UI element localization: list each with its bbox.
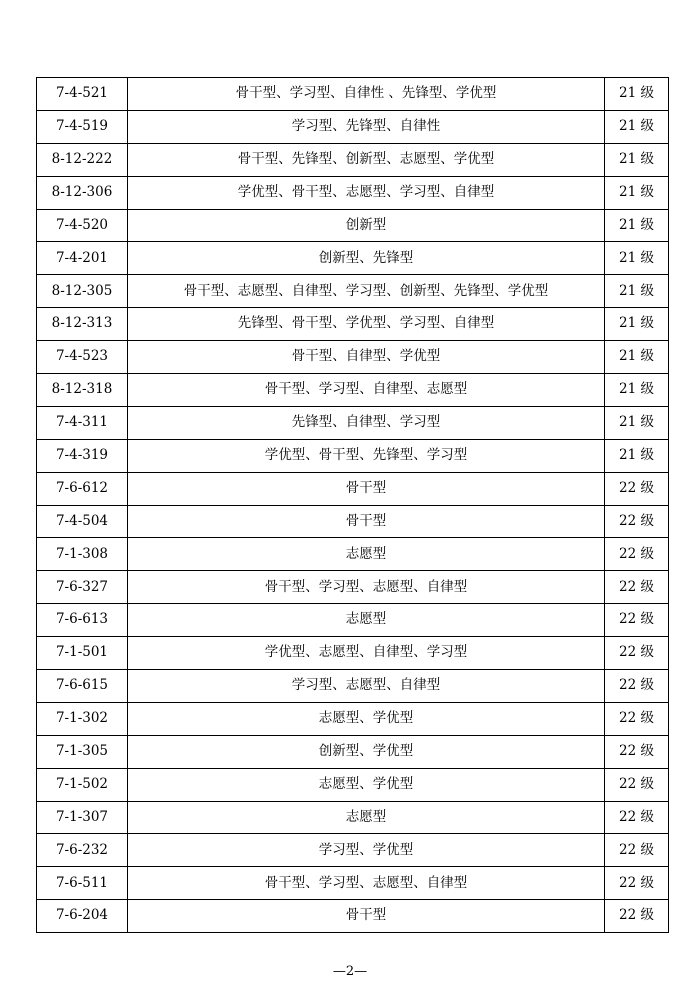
dorm-types-cell: 骨干型 bbox=[128, 505, 605, 538]
page-number: —2— bbox=[332, 964, 368, 979]
dorm-types-cell: 骨干型、学习型、自律型、志愿型 bbox=[128, 374, 605, 407]
dorm-types-cell: 先锋型、自律型、学习型 bbox=[128, 406, 605, 439]
table-row bbox=[37, 900, 669, 933]
grade-cell: 21 级 bbox=[605, 439, 669, 472]
table-row bbox=[37, 867, 669, 900]
table-row bbox=[37, 505, 669, 538]
grade-cell: 22 级 bbox=[605, 472, 669, 505]
grade-cell: 22 级 bbox=[605, 604, 669, 637]
grade-cell: 21 级 bbox=[605, 275, 669, 308]
room-number-cell: 7-4-319 bbox=[37, 439, 128, 472]
room-number-cell: 7-6-511 bbox=[37, 867, 128, 900]
grade-cell: 22 级 bbox=[605, 867, 669, 900]
room-number-cell: 7-4-504 bbox=[37, 505, 128, 538]
dorm-types-cell: 学优型、骨干型、先锋型、学习型 bbox=[128, 439, 605, 472]
grade-cell: 22 级 bbox=[605, 505, 669, 538]
table-row bbox=[37, 374, 669, 407]
dorm-types-cell: 骨干型、志愿型、自律型、学习型、创新型、先锋型、学优型 bbox=[128, 275, 605, 308]
room-number-cell: 7-6-615 bbox=[37, 670, 128, 703]
grade-cell: 21 级 bbox=[605, 308, 669, 341]
dorm-types-cell: 志愿型、学优型 bbox=[128, 702, 605, 735]
room-number-cell: 7-6-613 bbox=[37, 604, 128, 637]
room-number-cell: 7-4-201 bbox=[37, 242, 128, 275]
room-number-cell: 7-6-612 bbox=[37, 472, 128, 505]
table-row bbox=[37, 209, 669, 242]
grade-cell: 21 级 bbox=[605, 78, 669, 111]
dorm-types-cell: 先锋型、骨干型、学优型、学习型、自律型 bbox=[128, 308, 605, 341]
room-number-cell: 7-4-520 bbox=[37, 209, 128, 242]
dorm-types-cell: 志愿型 bbox=[128, 801, 605, 834]
room-number-cell: 7-4-523 bbox=[37, 341, 128, 374]
grade-cell: 22 级 bbox=[605, 834, 669, 867]
dorm-types-cell: 学习型、志愿型、自律型 bbox=[128, 670, 605, 703]
dorm-types-cell: 志愿型 bbox=[128, 538, 605, 571]
table-row bbox=[37, 176, 669, 209]
room-number-cell: 7-1-308 bbox=[37, 538, 128, 571]
grade-cell: 22 级 bbox=[605, 900, 669, 933]
grade-cell: 22 级 bbox=[605, 801, 669, 834]
dorm-types-cell: 骨干型 bbox=[128, 472, 605, 505]
dorm-table-body bbox=[37, 78, 669, 933]
dorm-types-cell: 骨干型、自律型、学优型 bbox=[128, 341, 605, 374]
table-row bbox=[37, 472, 669, 505]
grade-cell: 21 级 bbox=[605, 110, 669, 143]
dorm-types-cell: 骨干型、学习型、志愿型、自律型 bbox=[128, 867, 605, 900]
dorm-types-cell: 学优型、骨干型、志愿型、学习型、自律型 bbox=[128, 176, 605, 209]
dorm-types-cell: 创新型、先锋型 bbox=[128, 242, 605, 275]
room-number-cell: 8-12-313 bbox=[37, 308, 128, 341]
grade-cell: 22 级 bbox=[605, 670, 669, 703]
room-number-cell: 7-1-302 bbox=[37, 702, 128, 735]
grade-cell: 22 级 bbox=[605, 538, 669, 571]
room-number-cell: 7-1-305 bbox=[37, 735, 128, 768]
grade-cell: 21 级 bbox=[605, 242, 669, 275]
dorm-types-cell: 创新型 bbox=[128, 209, 605, 242]
table-row bbox=[37, 702, 669, 735]
grade-cell: 21 级 bbox=[605, 406, 669, 439]
dorm-table bbox=[36, 77, 669, 933]
table-row bbox=[37, 571, 669, 604]
room-number-cell: 8-12-318 bbox=[37, 374, 128, 407]
grade-cell: 21 级 bbox=[605, 176, 669, 209]
room-number-cell: 8-12-305 bbox=[37, 275, 128, 308]
table-row bbox=[37, 768, 669, 801]
table-row bbox=[37, 538, 669, 571]
table-row bbox=[37, 242, 669, 275]
dorm-types-cell: 骨干型、学习型、自律性 、先锋型、学优型 bbox=[128, 78, 605, 111]
grade-cell: 21 级 bbox=[605, 209, 669, 242]
room-number-cell: 8-12-306 bbox=[37, 176, 128, 209]
table-row bbox=[37, 143, 669, 176]
table-row bbox=[37, 834, 669, 867]
table-row bbox=[37, 406, 669, 439]
room-number-cell: 8-12-222 bbox=[37, 143, 128, 176]
dorm-types-cell: 创新型、学优型 bbox=[128, 735, 605, 768]
table-row bbox=[37, 637, 669, 670]
dorm-types-cell: 骨干型、先锋型、创新型、志愿型、学优型 bbox=[128, 143, 605, 176]
room-number-cell: 7-6-327 bbox=[37, 571, 128, 604]
grade-cell: 22 级 bbox=[605, 768, 669, 801]
table-row bbox=[37, 110, 669, 143]
room-number-cell: 7-4-519 bbox=[37, 110, 128, 143]
table-row bbox=[37, 604, 669, 637]
dorm-types-cell: 志愿型、学优型 bbox=[128, 768, 605, 801]
table-row bbox=[37, 439, 669, 472]
grade-cell: 21 级 bbox=[605, 143, 669, 176]
room-number-cell: 7-4-311 bbox=[37, 406, 128, 439]
table-row bbox=[37, 341, 669, 374]
grade-cell: 22 级 bbox=[605, 735, 669, 768]
dorm-types-cell: 骨干型、学习型、志愿型、自律型 bbox=[128, 571, 605, 604]
table-row bbox=[37, 78, 669, 111]
room-number-cell: 7-1-307 bbox=[37, 801, 128, 834]
table-row bbox=[37, 670, 669, 703]
grade-cell: 22 级 bbox=[605, 571, 669, 604]
grade-cell: 22 级 bbox=[605, 702, 669, 735]
room-number-cell: 7-6-204 bbox=[37, 900, 128, 933]
table-row bbox=[37, 308, 669, 341]
dorm-types-cell: 学优型、志愿型、自律型、学习型 bbox=[128, 637, 605, 670]
table-row bbox=[37, 275, 669, 308]
room-number-cell: 7-1-502 bbox=[37, 768, 128, 801]
grade-cell: 21 级 bbox=[605, 374, 669, 407]
dorm-types-cell: 志愿型 bbox=[128, 604, 605, 637]
room-number-cell: 7-4-521 bbox=[37, 78, 128, 111]
table-row bbox=[37, 801, 669, 834]
grade-cell: 22 级 bbox=[605, 637, 669, 670]
room-number-cell: 7-1-501 bbox=[37, 637, 128, 670]
room-number-cell: 7-6-232 bbox=[37, 834, 128, 867]
dorm-types-cell: 学习型、先锋型、自律性 bbox=[128, 110, 605, 143]
table-row bbox=[37, 735, 669, 768]
dorm-types-cell: 学习型、学优型 bbox=[128, 834, 605, 867]
dorm-types-cell: 骨干型 bbox=[128, 900, 605, 933]
grade-cell: 21 级 bbox=[605, 341, 669, 374]
